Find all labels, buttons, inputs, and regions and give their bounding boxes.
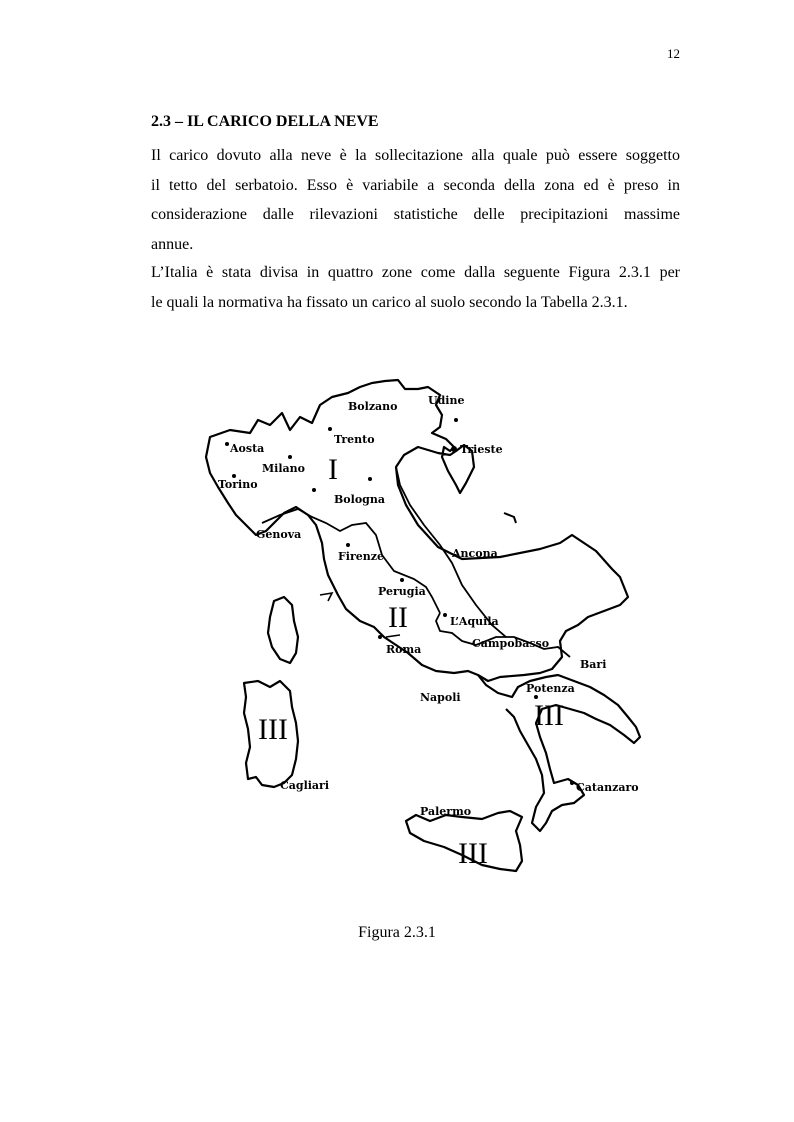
city-label-campobasso: Campobasso (472, 637, 550, 650)
city-label-roma: Roma (386, 643, 422, 656)
city-label-laquila: L’Aquila (450, 615, 499, 628)
paragraph-line: Il carico dovuto alla neve è la sollecitazione alla quale può essere soggetto (151, 147, 680, 164)
city-marker-trieste (451, 446, 457, 452)
city-label-bologna: Bologna (334, 493, 385, 506)
zone-label-north: I (328, 453, 338, 486)
page-number: 12 (667, 46, 680, 61)
city-label-bolzano: Bolzano (348, 400, 398, 413)
corsica-outline (268, 597, 298, 663)
paragraph-line: annue. (151, 235, 194, 253)
city-marker-aosta (225, 442, 229, 446)
city-marker-roma (378, 635, 382, 639)
city-label-potenza: Potenza (526, 682, 575, 695)
paragraph-line: il tetto del serbatoio. Esso è variabile a seconda della zona ed è preso in (151, 176, 680, 194)
figure-caption: Figura 2.3.1 (358, 924, 436, 941)
paragraph-snow-load (151, 141, 680, 259)
city-marker-bologna-area (312, 488, 316, 492)
coast-fragment (504, 513, 516, 523)
coast-fragment (320, 593, 332, 601)
city-marker-perugia (400, 578, 404, 582)
section-title: 2.3 – IL CARICO DELLA NEVE (151, 113, 379, 130)
paragraph-line: le quali la normativa ha fissato un carico al suolo secondo la Tabella 2.3.1. (151, 293, 628, 311)
coast-fragment (386, 635, 400, 637)
city-label-perugia: Perugia (378, 585, 426, 598)
city-label-palermo: Palermo (420, 805, 472, 818)
italy-snow-zone-map (200, 375, 670, 885)
city-label-udine: Udine (428, 394, 465, 407)
city-marker-trento (328, 427, 332, 431)
zone-label-sicily: III (458, 837, 488, 870)
city-label-napoli: Napoli (420, 691, 461, 704)
city-label-ancona: Ancona (452, 547, 498, 560)
paragraph-line: L’Italia è stata divisa in quattro zone come dalla seguente Figura 2.3.1 per (151, 264, 680, 281)
zone-label-south: III (534, 699, 564, 732)
city-marker-catanzaro (570, 781, 574, 785)
city-marker-bologna (368, 477, 372, 481)
paragraph-zones (151, 258, 680, 317)
city-label-trento: Trento (334, 433, 375, 446)
city-label-genova: Genova (256, 528, 302, 541)
city-label-aosta: Aosta (230, 442, 265, 455)
city-label-firenze: Firenze (338, 550, 385, 563)
paragraph-line: considerazione dalle rilevazioni statistiche delle precipitazioni massime (151, 206, 680, 223)
city-label-bari: Bari (580, 658, 607, 671)
zone-label-sardinia: III (258, 713, 288, 746)
city-label-trieste: Trieste (460, 443, 503, 456)
city-label-milano: Milano (262, 462, 305, 475)
city-label-torino: Torino (218, 478, 258, 491)
city-label-catanzaro: Catanzaro (576, 781, 639, 794)
city-marker-firenze (346, 543, 350, 547)
city-marker-laquila (443, 613, 447, 617)
city-marker-milano (288, 455, 292, 459)
city-label-cagliari: Cagliari (280, 779, 330, 792)
zone-label-center: II (388, 601, 408, 634)
city-marker-udine (454, 418, 458, 422)
